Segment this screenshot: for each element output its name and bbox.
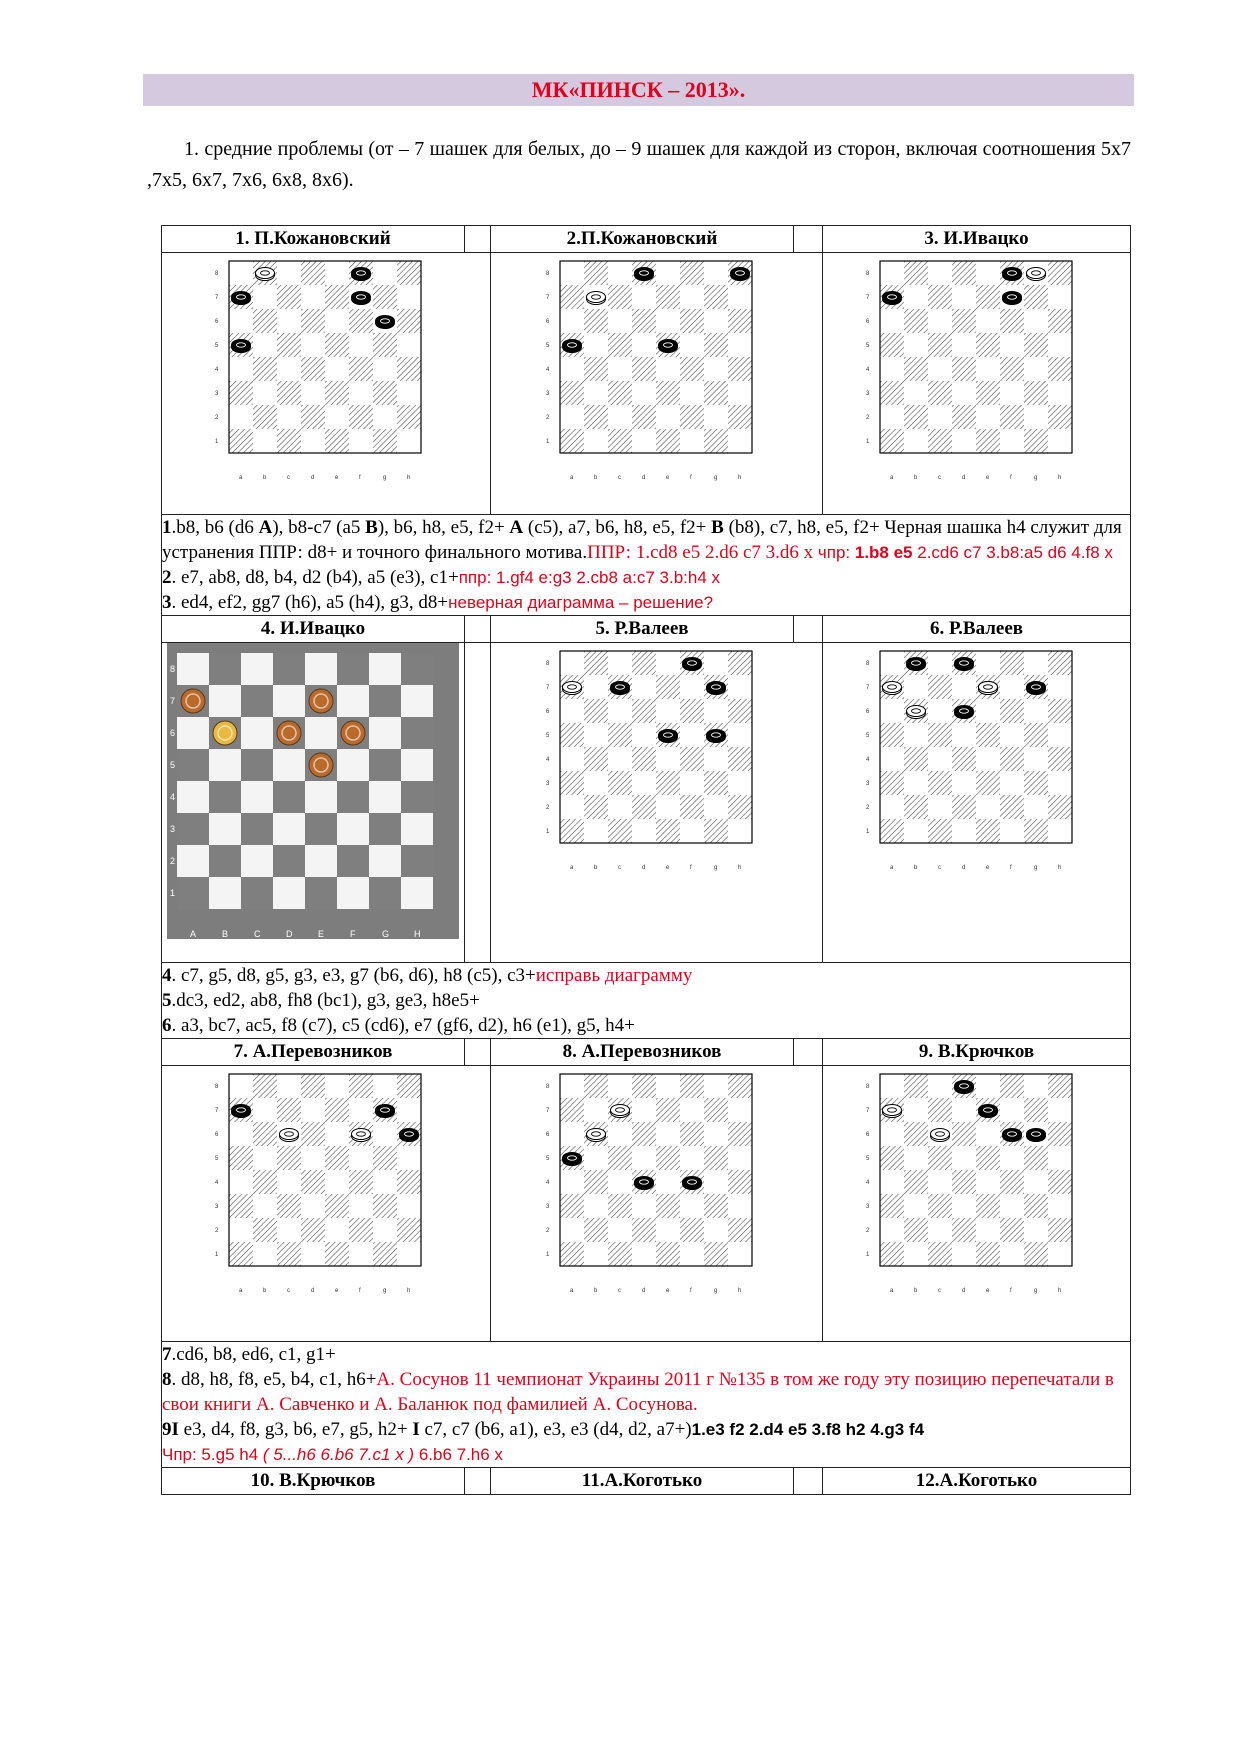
svg-text:3: 3 (545, 1204, 549, 1210)
svg-text:g: g (383, 1288, 387, 1294)
svg-text:h: h (737, 865, 741, 871)
board-diagram (211, 253, 441, 483)
svg-text:f: f (1009, 475, 1012, 481)
problem-header: 4. И.Ивацко (162, 616, 465, 643)
checker-piece (232, 340, 251, 353)
checker-piece (256, 268, 275, 281)
svg-text:e: e (665, 865, 669, 871)
svg-text:e: e (665, 475, 669, 481)
checker-piece (376, 316, 395, 329)
svg-text:8: 8 (545, 271, 549, 277)
svg-text:a: a (889, 1288, 893, 1294)
svg-text:h: h (1057, 475, 1061, 481)
checker-piece (882, 682, 901, 695)
checker-piece (610, 682, 629, 695)
checker-piece (1026, 1129, 1045, 1142)
svg-text:g: g (1033, 1288, 1037, 1294)
svg-text:2: 2 (865, 1228, 869, 1234)
svg-text:5: 5 (215, 343, 219, 349)
svg-text:1: 1 (215, 439, 219, 445)
problem-header: 5. Р.Валеев (491, 616, 794, 643)
checker-piece (954, 658, 973, 671)
solution-4: 4. c7, g5, d8, g5, g3, e3, g7 (b6, d6), h8 (c5), c3+исправь диаграмму (162, 965, 693, 986)
solutions-block (162, 1342, 1131, 1468)
board-diagram (542, 1066, 772, 1296)
svg-text:5: 5 (865, 1156, 869, 1162)
svg-text:3: 3 (865, 391, 869, 397)
svg-text:G: G (382, 929, 390, 939)
checker-piece (232, 292, 251, 305)
svg-text:B: B (222, 929, 229, 939)
svg-text:4: 4 (865, 1180, 869, 1186)
checker-piece (213, 721, 237, 745)
svg-text:b: b (593, 865, 597, 871)
svg-text:3: 3 (170, 824, 176, 834)
checker-piece (706, 730, 725, 743)
svg-text:4: 4 (545, 1180, 549, 1186)
problem-header: 7. А.Перевозников (162, 1039, 465, 1066)
checker-piece (658, 730, 677, 743)
board-diagram (862, 253, 1092, 483)
svg-text:4: 4 (215, 367, 219, 373)
solution-7: 7.cd6, b8, ed6, c1, g1+ (162, 1344, 336, 1365)
svg-text:7: 7 (215, 1108, 219, 1114)
svg-text:5: 5 (865, 343, 869, 349)
svg-text:2: 2 (865, 415, 869, 421)
svg-text:7: 7 (545, 685, 549, 691)
checker-piece (341, 721, 365, 745)
solution-6: 6. a3, bc7, ac5, f8 (c7), c5 (cd6), e7 (gf6, d2), h6 (e1), g5, h4+ (162, 1015, 635, 1036)
svg-text:d: d (641, 475, 645, 481)
svg-text:2: 2 (215, 1228, 219, 1234)
checker-piece (352, 268, 371, 281)
checker-piece (658, 340, 677, 353)
problem-header: 8. А.Перевозников (491, 1039, 794, 1066)
checker-piece (882, 1105, 901, 1118)
svg-text:H: H (414, 929, 421, 939)
svg-text:4: 4 (865, 367, 869, 373)
svg-text:6: 6 (865, 1132, 869, 1138)
svg-text:g: g (713, 865, 717, 871)
svg-text:7: 7 (865, 295, 869, 301)
checker-piece (1002, 292, 1021, 305)
checker-piece (309, 689, 333, 713)
svg-text:g: g (1033, 865, 1037, 871)
svg-text:1: 1 (865, 439, 869, 445)
checker-piece (232, 1105, 251, 1118)
board-diagram (862, 643, 1092, 873)
checker-piece (610, 1105, 629, 1118)
svg-text:D: D (286, 929, 293, 939)
solutions-block (162, 515, 1131, 616)
solution-9-cont: Чпр: 5.g5 h4 ( 5...h6 6.b6 7.c1 x ) 6.b6 7.h6 x (162, 1445, 503, 1464)
svg-text:f: f (1009, 865, 1012, 871)
checker-piece (706, 682, 725, 695)
checker-piece (1002, 1129, 1021, 1142)
svg-text:b: b (593, 475, 597, 481)
svg-text:f: f (359, 475, 361, 481)
svg-text:d: d (961, 865, 965, 871)
checker-piece (906, 706, 925, 719)
svg-text:3: 3 (215, 1204, 219, 1210)
svg-text:d: d (961, 1288, 965, 1294)
checker-piece (400, 1129, 419, 1142)
solution-5: 5.dc3, ed2, ab8, fh8 (bc1), g3, ge3, h8e5+ (162, 990, 480, 1011)
problem-header: 1. П.Кожановский (162, 226, 465, 253)
page-title: МК«ПИНСК – 2013». (143, 74, 1134, 106)
board-diagram (862, 1066, 1092, 1296)
svg-text:8: 8 (215, 271, 219, 277)
svg-text:e: e (335, 475, 339, 481)
checker-piece (562, 340, 581, 353)
svg-text:h: h (1057, 1288, 1061, 1294)
svg-text:c: c (937, 865, 941, 871)
svg-text:7: 7 (170, 696, 176, 706)
checker-piece (1002, 268, 1021, 281)
svg-text:C: C (254, 929, 261, 939)
svg-text:c: c (287, 1288, 290, 1294)
svg-text:1: 1 (170, 888, 176, 898)
svg-text:4: 4 (545, 757, 549, 763)
checker-piece (978, 1105, 997, 1118)
svg-text:8: 8 (215, 1084, 219, 1090)
svg-text:1: 1 (865, 829, 869, 835)
svg-text:f: f (359, 1288, 361, 1294)
checker-piece (1026, 682, 1045, 695)
svg-text:6: 6 (545, 319, 549, 325)
board-diagram (542, 253, 772, 483)
svg-text:b: b (263, 475, 267, 481)
svg-text:7: 7 (865, 685, 869, 691)
svg-text:5: 5 (545, 733, 549, 739)
problem-header: 12.А.Коготько (823, 1468, 1131, 1495)
svg-text:6: 6 (865, 319, 869, 325)
board-diagram (542, 643, 772, 873)
checker-piece (954, 706, 973, 719)
checker-piece (309, 753, 333, 777)
svg-text:b: b (913, 1288, 917, 1294)
problem-header: 2.П.Кожановский (491, 226, 794, 253)
svg-text:6: 6 (215, 1132, 219, 1138)
svg-text:g: g (713, 475, 717, 481)
svg-text:8: 8 (170, 664, 176, 674)
svg-text:b: b (263, 1288, 267, 1294)
svg-text:2: 2 (170, 856, 176, 866)
svg-text:a: a (239, 1288, 243, 1294)
svg-text:h: h (737, 1288, 741, 1294)
solution-8: 8. d8, h8, f8, e5, b4, c1, h6+А. Сосунов 11 чемпионат Украины 2011 г №135 в том же году эту позицию перепечатали в свои книги А. Савченко и А. Баланюк под фамилией А. Сосунова. (162, 1369, 1114, 1415)
checker-piece (882, 292, 901, 305)
checker-piece (730, 268, 749, 281)
checker-piece (352, 1129, 371, 1142)
svg-text:8: 8 (865, 271, 869, 277)
checker-piece (634, 268, 653, 281)
svg-text:a: a (569, 475, 573, 481)
svg-text:h: h (407, 1288, 411, 1294)
svg-text:6: 6 (170, 728, 176, 738)
svg-text:h: h (407, 475, 411, 481)
svg-text:8: 8 (865, 1084, 869, 1090)
svg-text:b: b (913, 475, 917, 481)
svg-text:F: F (350, 929, 356, 939)
svg-text:3: 3 (215, 391, 219, 397)
svg-text:c: c (937, 1288, 941, 1294)
checker-piece (586, 292, 605, 305)
svg-text:c: c (617, 475, 621, 481)
solution-3: 3. ed4, ef2, gg7 (h6), a5 (h4), g3, d8+неверная диаграмма – решение? (162, 592, 714, 613)
svg-text:d: d (961, 475, 965, 481)
svg-text:8: 8 (545, 661, 549, 667)
svg-text:a: a (569, 1288, 573, 1294)
checker-piece (280, 1129, 299, 1142)
checker-piece (682, 1177, 701, 1190)
svg-text:b: b (913, 865, 917, 871)
svg-text:g: g (1033, 475, 1037, 481)
svg-text:4: 4 (170, 792, 176, 802)
svg-text:e: e (985, 1288, 989, 1294)
svg-text:d: d (641, 1288, 645, 1294)
svg-text:6: 6 (865, 709, 869, 715)
svg-text:d: d (311, 475, 315, 481)
svg-text:3: 3 (865, 1204, 869, 1210)
svg-text:1: 1 (545, 829, 549, 835)
checker-piece (1026, 268, 1045, 281)
checker-piece (954, 1081, 973, 1094)
checker-piece (376, 1105, 395, 1118)
svg-text:6: 6 (545, 1132, 549, 1138)
problem-header: 9. В.Крючков (823, 1039, 1131, 1066)
svg-text:8: 8 (865, 661, 869, 667)
checker-piece (906, 658, 925, 671)
checker-piece (562, 1153, 581, 1166)
problem-header: 3. И.Ивацко (823, 226, 1131, 253)
svg-text:A: A (190, 929, 197, 939)
board-diagram (211, 1066, 441, 1296)
checker-piece (181, 689, 205, 713)
svg-text:4: 4 (545, 367, 549, 373)
svg-text:E: E (318, 929, 325, 939)
svg-text:a: a (569, 865, 573, 871)
solution-9: 9I e3, d4, f8, g3, b6, e7, g5, h2+ I c7, c7 (b6, a1), e3, e3 (d4, d2, a7+)1.e3 f2 2.d4 e5 3.f8 h2 4.g3 f4 (162, 1419, 925, 1440)
checker-piece (930, 1129, 949, 1142)
svg-text:1: 1 (545, 1252, 549, 1258)
checker-piece (277, 721, 301, 745)
svg-text:2: 2 (545, 1228, 549, 1234)
svg-text:g: g (383, 475, 387, 481)
svg-text:6: 6 (545, 709, 549, 715)
svg-text:2: 2 (545, 415, 549, 421)
intro-paragraph: 1. средние проблемы (от – 7 шашек для белых, до – 9 шашек для каждой из сторон, включая соотношения 5х7 ,7х5, 6х7, 7х6, 6х8, 8х6). (147, 138, 1131, 191)
svg-text:c: c (617, 865, 621, 871)
svg-text:7: 7 (545, 295, 549, 301)
svg-text:e: e (985, 865, 989, 871)
board-diagram (167, 643, 459, 939)
svg-text:2: 2 (215, 415, 219, 421)
svg-text:7: 7 (215, 295, 219, 301)
svg-text:c: c (287, 475, 290, 481)
svg-text:f: f (1009, 1288, 1012, 1294)
svg-text:e: e (665, 1288, 669, 1294)
checker-piece (634, 1177, 653, 1190)
checker-piece (562, 682, 581, 695)
svg-text:4: 4 (215, 1180, 219, 1186)
svg-text:a: a (889, 475, 893, 481)
svg-text:b: b (593, 1288, 597, 1294)
solutions-block (162, 963, 1131, 1039)
svg-text:f: f (689, 865, 692, 871)
checker-piece (586, 1129, 605, 1142)
svg-text:e: e (985, 475, 989, 481)
svg-text:5: 5 (170, 760, 176, 770)
problem-header: 11.А.Коготько (491, 1468, 794, 1495)
svg-text:7: 7 (545, 1108, 549, 1114)
problem-header: 6. Р.Валеев (823, 616, 1131, 643)
problems-table (161, 225, 1131, 1495)
svg-text:h: h (1057, 865, 1061, 871)
svg-text:1: 1 (545, 439, 549, 445)
svg-text:5: 5 (215, 1156, 219, 1162)
svg-text:2: 2 (865, 805, 869, 811)
svg-text:f: f (689, 1288, 692, 1294)
svg-text:4: 4 (865, 757, 869, 763)
svg-text:c: c (617, 1288, 621, 1294)
svg-text:1: 1 (865, 1252, 869, 1258)
svg-text:d: d (641, 865, 645, 871)
checker-piece (682, 658, 701, 671)
svg-text:5: 5 (545, 343, 549, 349)
svg-text:h: h (737, 475, 741, 481)
svg-text:8: 8 (545, 1084, 549, 1090)
svg-text:3: 3 (865, 781, 869, 787)
problem-header: 10. В.Крючков (162, 1468, 465, 1495)
svg-text:6: 6 (215, 319, 219, 325)
solution-2: 2. e7, ab8, d8, b4, d2 (b4), a5 (e3), c1+ппр: 1.gf4 e:g3 2.cb8 a:c7 3.b:h4 x (162, 567, 721, 588)
svg-text:3: 3 (545, 781, 549, 787)
svg-text:5: 5 (545, 1156, 549, 1162)
svg-text:d: d (311, 1288, 315, 1294)
checker-piece (978, 682, 997, 695)
checker-piece (352, 292, 371, 305)
svg-text:a: a (889, 865, 893, 871)
svg-text:7: 7 (865, 1108, 869, 1114)
svg-text:2: 2 (545, 805, 549, 811)
svg-text:e: e (335, 1288, 339, 1294)
svg-text:g: g (713, 1288, 717, 1294)
svg-text:3: 3 (545, 391, 549, 397)
solution-1: 1.b8, b6 (d6 A), b8-c7 (a5 B), b6, h8, e5, f2+ A (c5), a7, b6, h8, e5, f2+ B (b8), c7, h8, e5, f2+ Черная шашка h4 служит для устранения ППР: d8+ и точного финального мотива.ППР: 1.cd8 e5 2.d6 c7 3.d6 x чпр: 1.b8 e5 2.cd6 c7 3.b8:a5 d6 4.f8 x (162, 517, 1122, 563)
svg-text:1: 1 (215, 1252, 219, 1258)
svg-text:5: 5 (865, 733, 869, 739)
svg-text:a: a (239, 475, 243, 481)
svg-text:c: c (937, 475, 941, 481)
svg-text:f: f (689, 475, 692, 481)
